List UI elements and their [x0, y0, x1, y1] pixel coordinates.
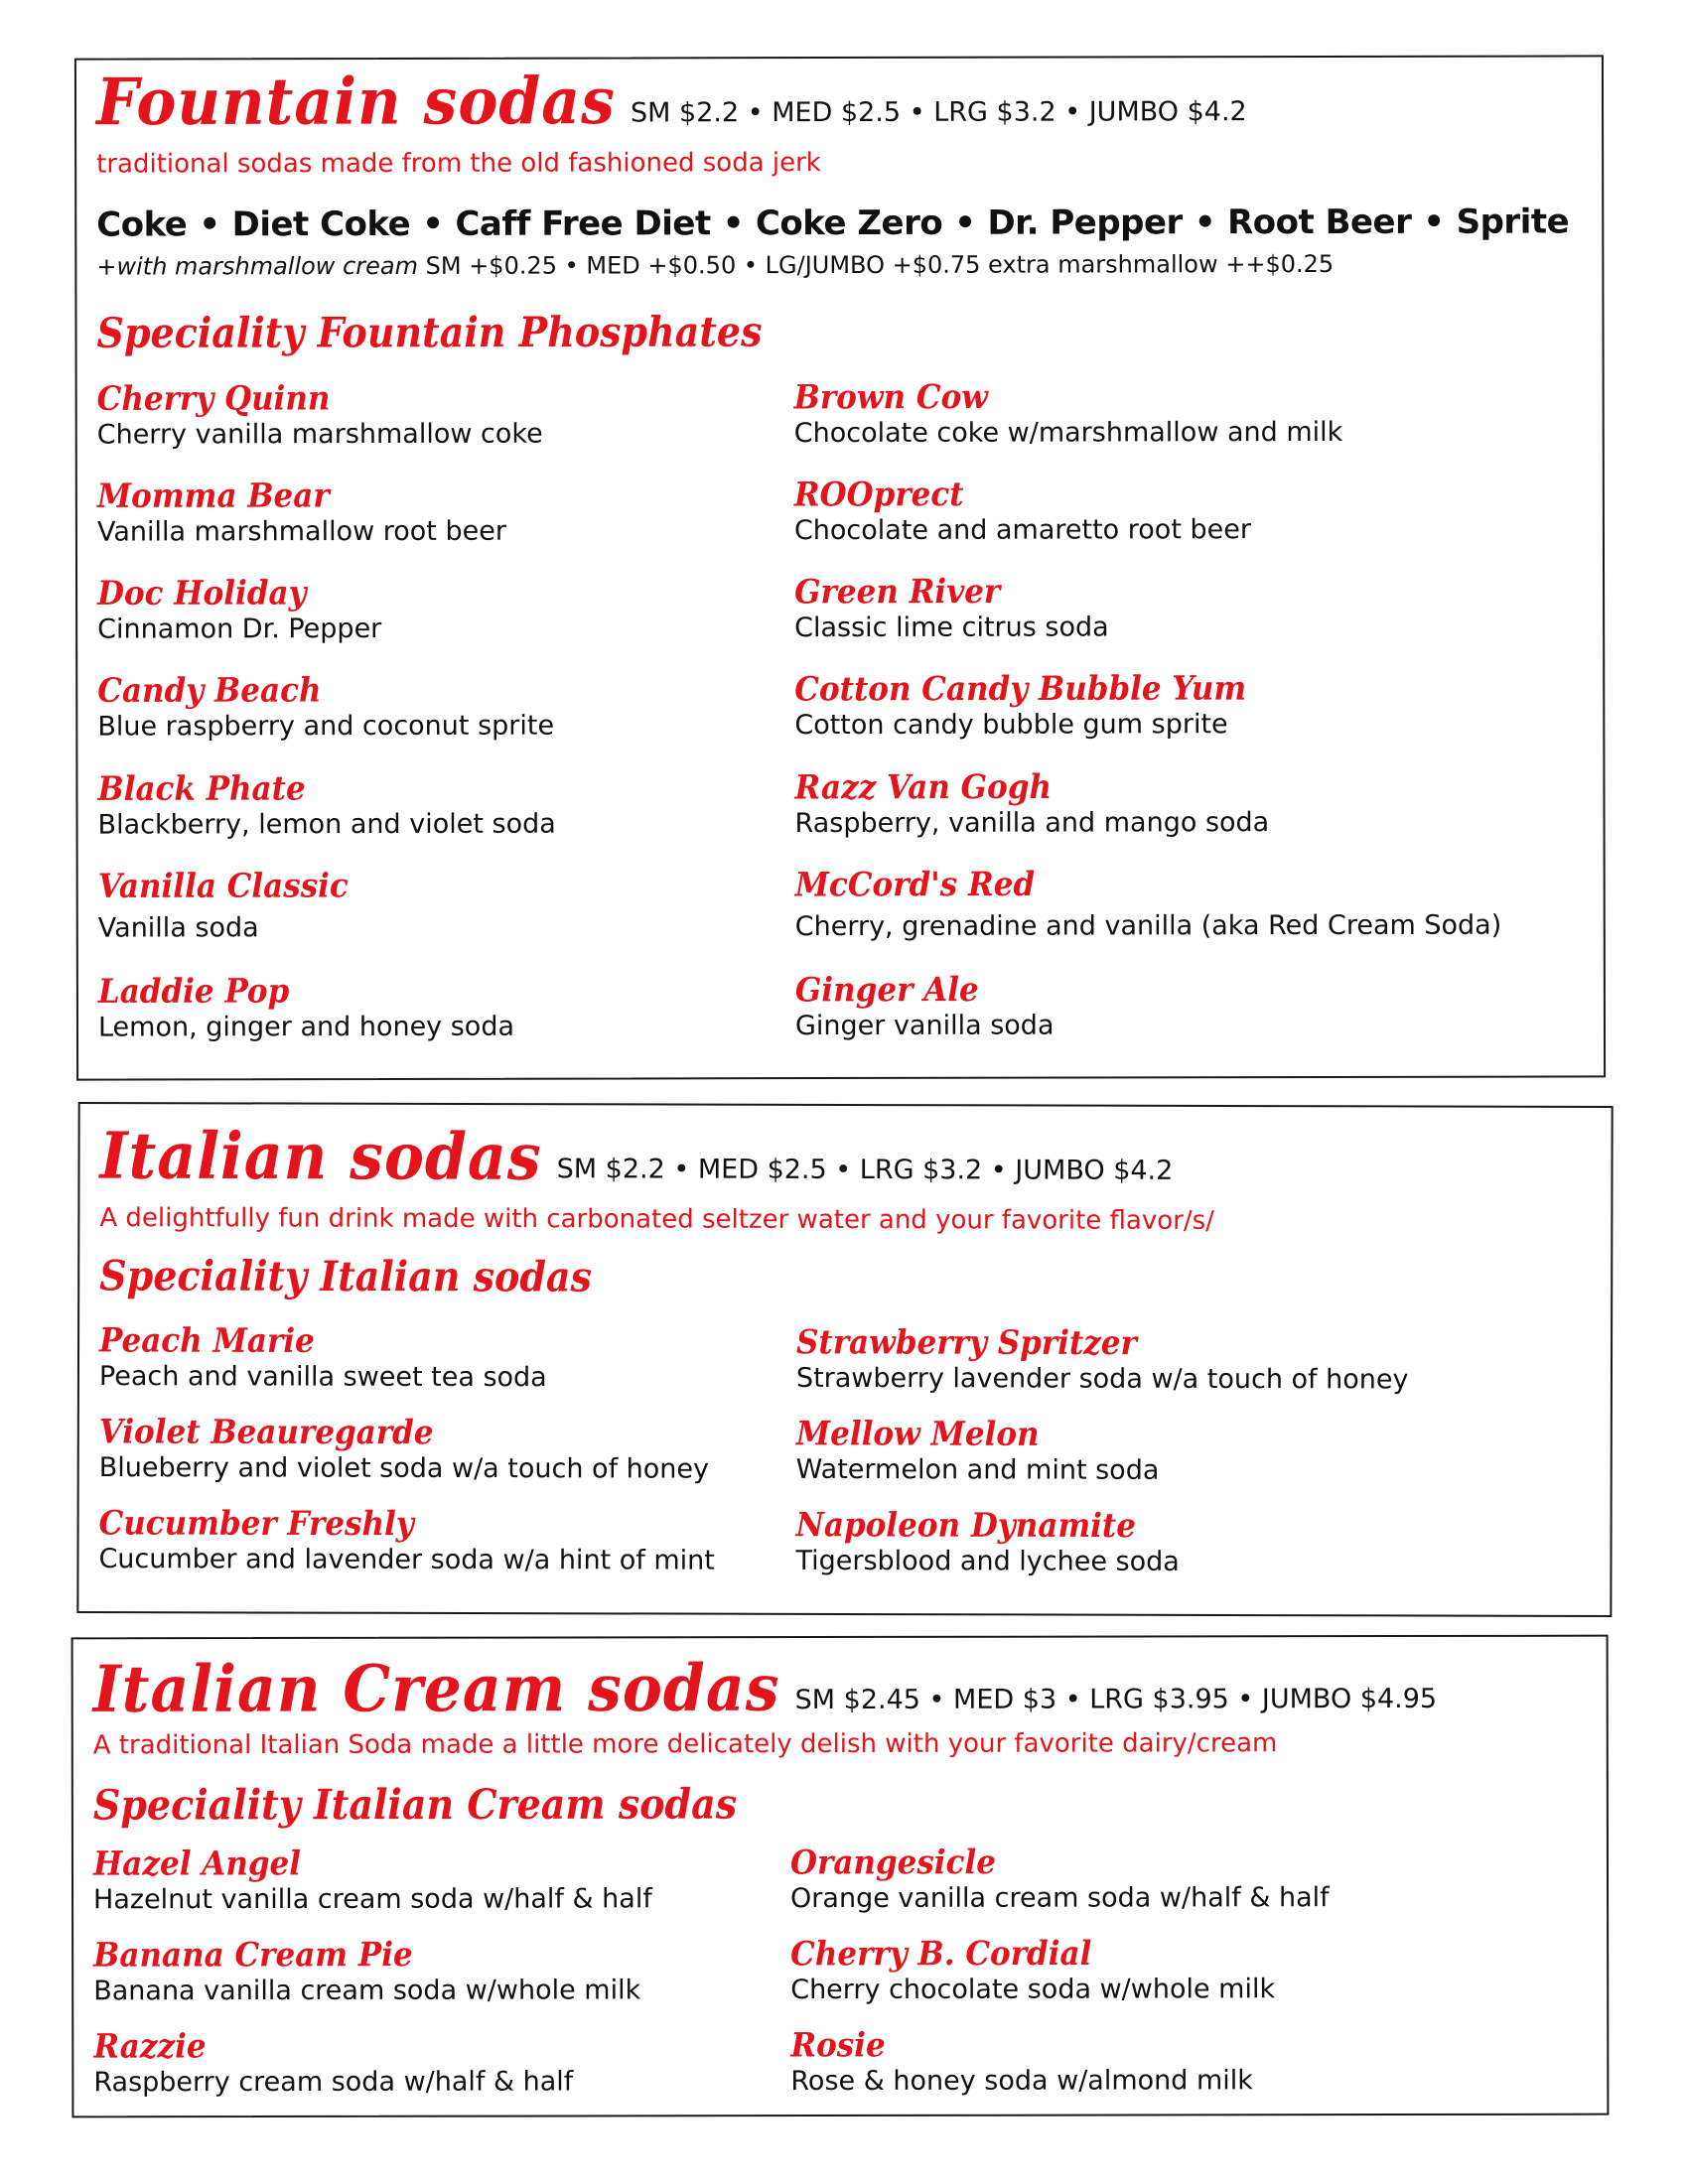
- menu-item: [97, 972, 515, 1045]
- item-name: Banana Cream Pie: [93, 1935, 413, 1976]
- item-desc: Raspberry cream soda w/half & half: [93, 2066, 574, 2099]
- item-name: Strawberry Spritzer: [795, 1322, 1137, 1363]
- menu-item: [93, 1846, 652, 1917]
- item-desc: Vanilla marshmallow root beer: [96, 515, 506, 548]
- item-name: Laddie Pop: [97, 972, 290, 1012]
- item-desc: Raspberry, vanilla and mango soda: [794, 807, 1270, 840]
- item-desc: Lemon, ginger and honey soda: [97, 1011, 515, 1043]
- menu-item: [97, 867, 349, 946]
- item-desc: Banana vanilla cream soda w/whole milk: [93, 1975, 641, 2007]
- menu-item: [795, 1505, 1180, 1579]
- flavor-item: Root Beer: [1227, 202, 1412, 243]
- menu-item: [93, 2029, 573, 2100]
- menu-item: [794, 970, 1055, 1044]
- item-desc: Rose & honey soda w/almond milk: [790, 2065, 1253, 2098]
- menu-item: [794, 669, 1247, 743]
- item-name: Razzie: [93, 2027, 207, 2067]
- menu-item: [793, 475, 1251, 548]
- item-desc: Cotton candy bubble gum sprite: [794, 709, 1228, 742]
- menu-item: [96, 379, 543, 453]
- menu-item: [98, 1504, 715, 1578]
- addon-prices: SM +$0.25 • MED +$0.50 • LG/JUMBO +$0.75 extra marshmallow ++$0.25: [425, 249, 1335, 280]
- item-desc: Peach and vanilla sweet tea soda: [98, 1361, 547, 1394]
- menu-item: [98, 1413, 710, 1487]
- item-name: Mellow Melon: [795, 1414, 1040, 1454]
- item-desc: Blueberry and violet soda w/a touch of honey: [98, 1452, 710, 1485]
- item-desc: Vanilla soda: [97, 912, 259, 944]
- italian-prices: SM $2.2 • MED $2.5 • LRG $3.2 • JUMBO $4.2: [556, 1154, 1174, 1186]
- item-desc: Hazelnut vanilla cream soda w/half & half: [93, 1883, 652, 1916]
- item-name: Napoleon Dynamite: [795, 1505, 1137, 1546]
- menu-item: [790, 1845, 1330, 1916]
- flavor-item: Diet Coke: [231, 204, 411, 245]
- flavor-item: Caff Free Diet: [455, 204, 711, 244]
- menu-item: [93, 1935, 641, 2008]
- item-desc: Cucumber and lavender soda w/a hint of mint: [98, 1544, 715, 1576]
- italian-title: Italian sodas: [99, 1119, 542, 1195]
- item-name: Momma Bear: [96, 477, 330, 516]
- item-desc: Cherry, grenadine and vanilla (aka Red Cream Soda): [794, 909, 1502, 943]
- menu-item: [97, 769, 556, 843]
- menu-item: [794, 767, 1270, 841]
- item-name: Vanilla Classic: [97, 867, 349, 906]
- menu-item: [794, 865, 1502, 944]
- item-desc: Strawberry lavender soda w/a touch of honey: [795, 1362, 1409, 1396]
- fountain-specialty-title: Speciality Fountain Phosphates: [96, 306, 763, 357]
- cream-prices: SM $2.45 • MED $3 • LRG $3.95 • JUMBO $4.95: [794, 1683, 1438, 1716]
- item-name: Rosie: [790, 2026, 886, 2066]
- menu-item: [795, 1322, 1409, 1398]
- item-desc: Cherry vanilla marshmallow coke: [96, 418, 543, 451]
- item-desc: Orange vanilla cream soda w/half & half: [790, 1882, 1330, 1915]
- bullet-separator: •: [199, 205, 220, 245]
- item-name: Razz Van Gogh: [794, 767, 1053, 808]
- fountain-prices: SM $2.2 • MED $2.5 • LRG $3.2 • JUMBO $4.2: [630, 96, 1247, 129]
- flavor-item: Coke: [96, 205, 188, 245]
- item-desc: Blackberry, lemon and violet soda: [97, 808, 556, 841]
- italian-specialty-title: Speciality Italian sodas: [99, 1250, 593, 1301]
- menu-item: [790, 2028, 1253, 2099]
- italian-sodas-section: [76, 1102, 1613, 1617]
- marshmallow-addon: [96, 250, 1334, 281]
- item-name: ROOprect: [793, 475, 964, 515]
- item-name: Brown Cow: [793, 377, 988, 418]
- item-name: Hazel Angel: [92, 1844, 302, 1884]
- fountain-title-line: [95, 64, 1247, 141]
- item-desc: Ginger vanilla soda: [794, 1010, 1055, 1042]
- cream-subtitle: A traditional Italian Soda made a little more delicately delish with your favorite dairy/cream: [92, 1728, 1278, 1761]
- menu-item: [795, 1414, 1160, 1488]
- item-name: Doc Holiday: [97, 574, 307, 614]
- menu-item: [97, 479, 506, 550]
- bullet-separator: •: [1423, 202, 1445, 242]
- menu-item: [97, 671, 555, 745]
- fountain-flavor-list: [96, 202, 1569, 244]
- menu-item: [790, 1934, 1276, 2007]
- item-desc: Watermelon and mint soda: [795, 1453, 1160, 1486]
- item-desc: Blue raspberry and coconut sprite: [97, 710, 555, 743]
- item-name: Cucumber Freshly: [98, 1504, 414, 1544]
- menu-item: [794, 572, 1109, 645]
- fountain-subtitle: traditional sodas made from the old fashioned soda jerk: [96, 148, 821, 180]
- item-name: Candy Beach: [97, 671, 322, 711]
- italian-subtitle: A delightfully fun drink made with carbonated seltzer water and your favorite flavor/s/: [99, 1203, 1214, 1236]
- italian-cream-sodas-section: [71, 1635, 1610, 2118]
- item-name: Green River: [794, 572, 1001, 613]
- item-name: Cherry Quinn: [96, 379, 331, 419]
- menu-item: [98, 1321, 547, 1395]
- item-desc: Cinnamon Dr. Pepper: [97, 613, 382, 645]
- item-name: McCord's Red: [794, 865, 1036, 905]
- fountain-sodas-section: [74, 55, 1606, 1080]
- item-name: Cotton Candy Bubble Yum: [794, 669, 1247, 710]
- item-desc: Chocolate and amaretto root beer: [793, 514, 1251, 547]
- item-name: Ginger Ale: [794, 970, 979, 1011]
- item-desc: Chocolate coke w/marshmallow and milk: [793, 416, 1343, 450]
- item-desc: Classic lime citrus soda: [794, 612, 1109, 644]
- fountain-title: Fountain sodas: [95, 64, 616, 141]
- italian-title-line: [99, 1119, 1174, 1195]
- item-name: Orangesicle: [789, 1843, 996, 1883]
- item-name: Cherry B. Cordial: [790, 1934, 1092, 1975]
- flavor-item: Coke Zero: [755, 203, 943, 244]
- menu-item: [97, 574, 382, 647]
- item-name: Black Phate: [97, 769, 306, 809]
- menu-item: [793, 377, 1343, 451]
- item-name: Peach Marie: [98, 1321, 315, 1361]
- bullet-separator: •: [422, 204, 444, 244]
- bullet-separator: •: [954, 203, 976, 243]
- addon-label: +with marshmallow cream: [96, 251, 419, 281]
- bullet-separator: •: [722, 204, 744, 244]
- cream-title-line: [92, 1651, 1438, 1728]
- flavor-item: Sprite: [1456, 202, 1570, 242]
- bullet-separator: •: [1194, 203, 1216, 243]
- item-desc: Tigersblood and lychee soda: [795, 1545, 1180, 1577]
- item-desc: Cherry chocolate soda w/whole milk: [790, 1974, 1276, 2006]
- flavor-item: Dr. Pepper: [987, 203, 1183, 243]
- cream-specialty-title: Speciality Italian Cream sodas: [92, 1778, 738, 1830]
- cream-title: Italian Cream sodas: [92, 1651, 780, 1728]
- item-name: Violet Beauregarde: [98, 1413, 434, 1452]
